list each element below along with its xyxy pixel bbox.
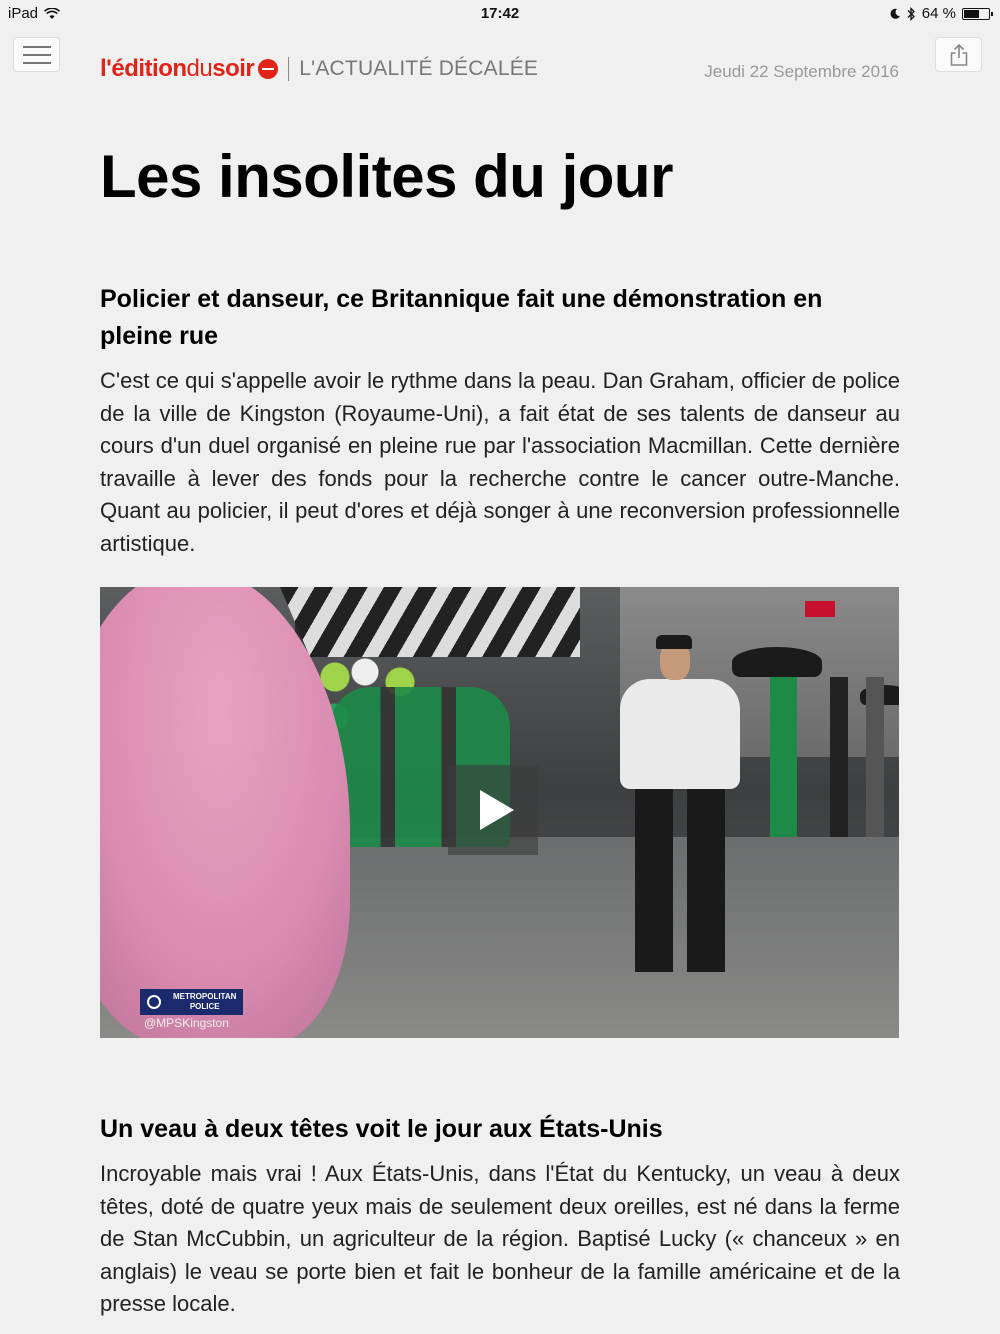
brand — [100, 55, 538, 83]
menu-button[interactable] — [13, 37, 60, 72]
hamburger-line — [23, 62, 51, 64]
police-crest-icon — [141, 990, 167, 1014]
article-body: Incroyable mais vrai ! Aux États-Unis, dans l'État du Kentucky, un veau à deux têtes, doté de quatre yeux mais de seulement deux oreilles, est né dans la ferme de Stan McCubbin, un agriculteur de la région. Baptisé Lucky (« chanceux » en anglais) le veau se porte bien et fait le bonheur de la famille américaine et de la presse locale. — [100, 1161, 900, 1316]
badge-text — [167, 990, 242, 1014]
status-bar — [0, 0, 1000, 28]
article-title: Un veau à deux têtes voit le jour aux États-Unis — [100, 1115, 663, 1143]
tagline: L'ACTUALITÉ DÉCALÉE — [299, 57, 539, 80]
video-bg-awning — [280, 587, 580, 657]
logo-dot-icon — [258, 59, 278, 79]
play-button[interactable] — [448, 765, 538, 855]
video-player[interactable] — [100, 587, 899, 1038]
play-icon — [480, 790, 514, 830]
article-veau — [100, 1111, 900, 1321]
battery-icon — [962, 8, 990, 20]
battery-percent: 64 % — [921, 5, 956, 22]
logo[interactable] — [100, 55, 278, 83]
edition-date: Jeudi 22 Septembre 2016 — [704, 62, 899, 81]
video-officer-cap — [656, 635, 692, 649]
share-button[interactable] — [935, 37, 982, 72]
battery-fill — [964, 10, 979, 18]
logo-part1: l'édition — [100, 55, 187, 82]
page-title: Les insolites du jour — [100, 143, 673, 210]
hamburger-icon — [23, 46, 51, 48]
badge-line1: METROPOLITAN — [173, 992, 237, 1001]
moon-icon — [889, 8, 901, 20]
clock: 17:42 — [480, 5, 520, 22]
video-bg-sign — [805, 601, 835, 617]
video-bg-people — [740, 677, 890, 837]
video-officer-body — [620, 679, 740, 789]
brand-divider — [288, 57, 289, 81]
video-officer-legs — [635, 782, 725, 972]
logo-part3: soir — [212, 55, 255, 82]
video-bg-umbrella — [732, 647, 822, 677]
article-body: C'est ce qui s'appelle avoir le rythme dans la peau. Dan Graham, officier de police de la ville de Kingston (Royaume-Uni), a fait état de ses talents de danseur au cours d'un duel organisé en pleine rue par l'association Macmillan. Cette dernière travaille à lever des fonds pour la recherche contre le cancer outre-Manche. Quant au policier, il peut d'ores et déjà songer à une reconversion professionnelle artistique. — [100, 368, 900, 556]
bluetooth-icon — [907, 7, 916, 21]
video-handle: @MPSKingston — [144, 1016, 229, 1030]
device-name: iPad — [8, 5, 39, 22]
article-title: Policier et danseur, ce Britannique fait une démonstration en pleine rue — [100, 285, 823, 350]
badge-line2: POLICE — [189, 1002, 220, 1011]
logo-part2: du — [186, 55, 213, 82]
hamburger-line — [23, 54, 51, 56]
share-icon — [949, 43, 969, 67]
article-policier — [100, 281, 900, 560]
metropolitan-police-badge — [140, 989, 243, 1015]
